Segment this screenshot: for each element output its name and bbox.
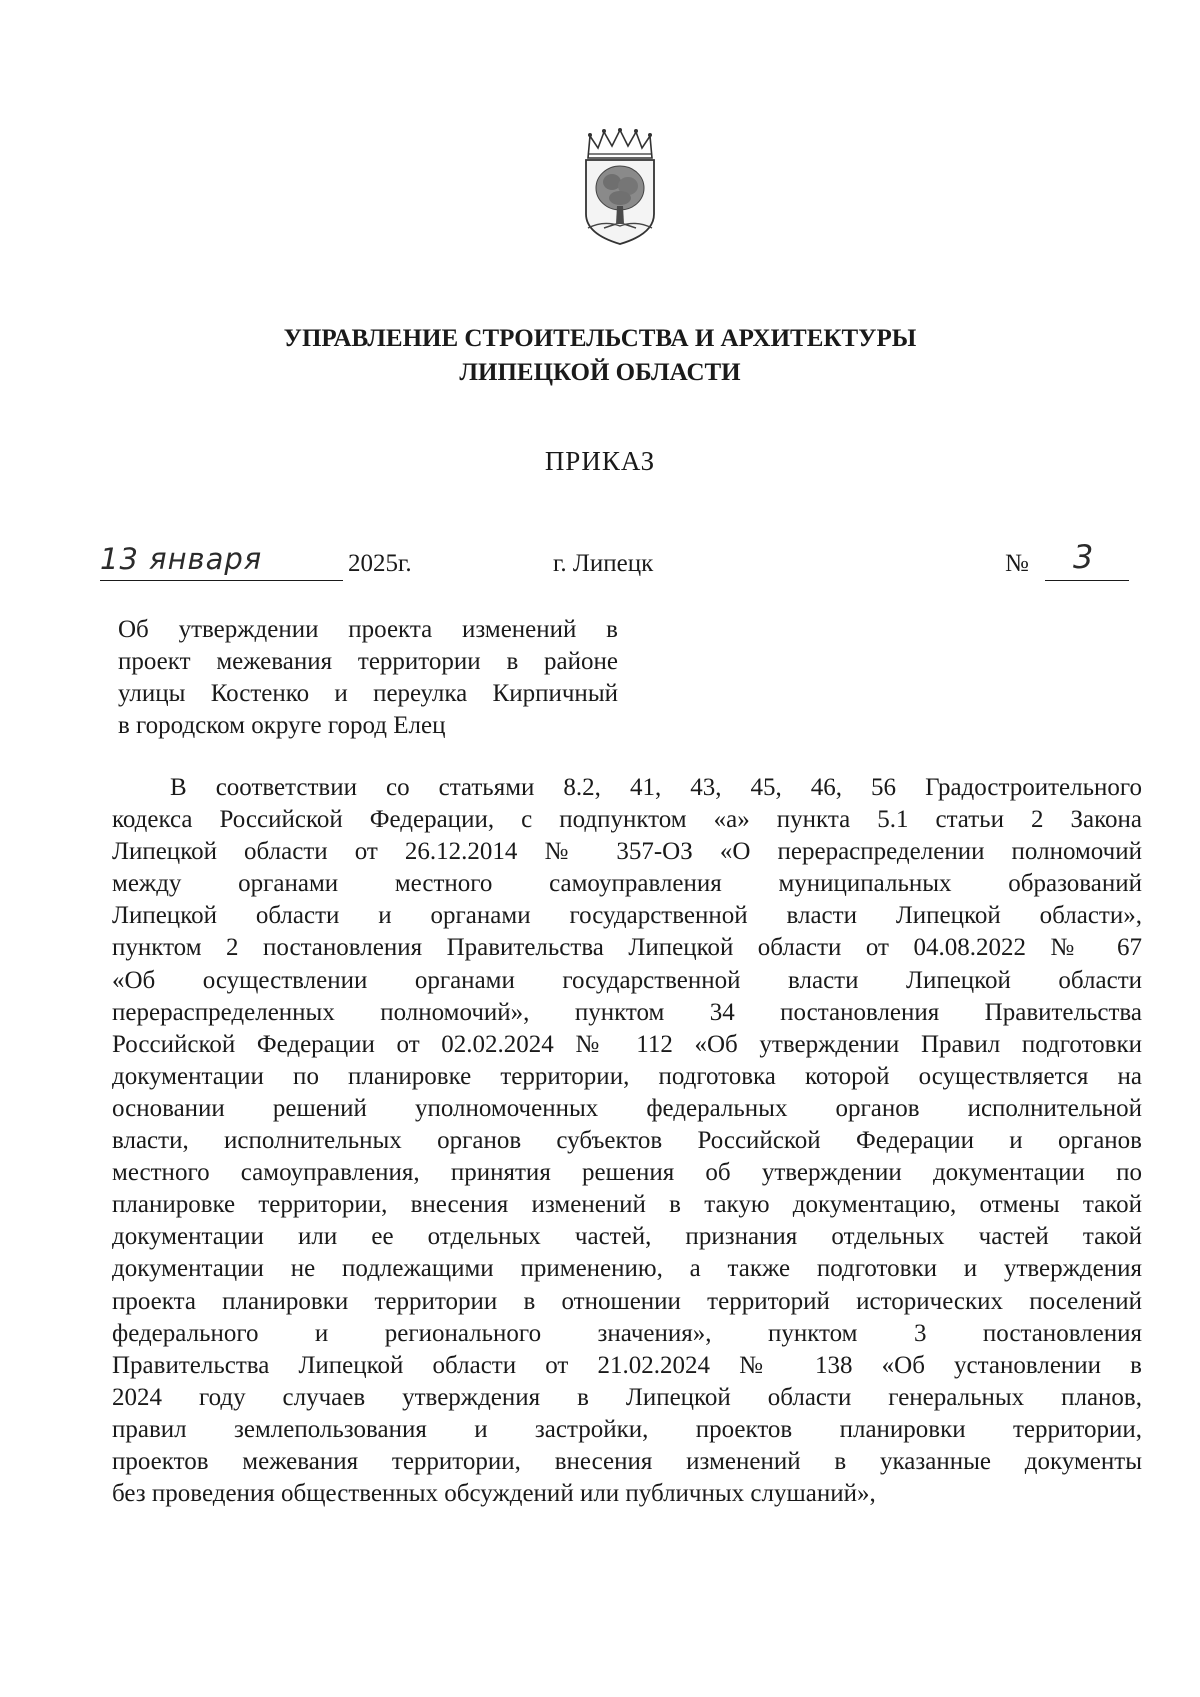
body-line: В соответствии со статьями 8.2, 41, 43, 45, 46, 56 Градостроительного — [170, 774, 1142, 801]
body-line: Правительства Липецкой области от 21.02.2024 № 138 «Об установлении в — [112, 1351, 1142, 1379]
document-year: 2025г. — [348, 550, 412, 577]
subject-line: улицы Костенко и переулка Кирпичный — [118, 680, 618, 707]
organization-name — [0, 322, 1200, 390]
body-line: федерального и регионального значения», пунктом 3 постановления — [112, 1319, 1142, 1347]
organization-name-line2: ЛИПЕЦКОЙ ОБЛАСТИ — [459, 359, 741, 386]
body-line: Российской Федерации от 02.02.2024 № 112 «Об утверждении Правил подготовки — [112, 1030, 1142, 1058]
body-line: пунктом 2 постановления Правительства Липецкой области от 04.08.2022 № 67 — [112, 934, 1142, 962]
number-field — [1045, 538, 1129, 581]
body-line: местного самоуправления, принятия решения об утверждении документации по — [112, 1159, 1142, 1187]
document-type: ПРИКАЗ — [544, 446, 656, 476]
organization-name-line1: УПРАВЛЕНИЕ СТРОИТЕЛЬСТВА И АРХИТЕКТУРЫ — [283, 325, 917, 352]
body-line: Липецкой области и органами государственной власти Липецкой области», — [112, 902, 1142, 930]
number-sign: № — [1005, 550, 1029, 577]
body-line: основании решений уполномоченных федеральных органов исполнительной — [112, 1094, 1142, 1122]
handwritten-number: 3 — [1073, 538, 1095, 576]
body-line: «Об осуществлении органами государственной власти Липецкой области — [112, 966, 1142, 994]
body-line: Липецкой области от 26.12.2014 № 357-ОЗ «О перераспределении полномочий — [112, 838, 1142, 866]
handwritten-date: 13 января — [100, 542, 263, 576]
document-body — [112, 772, 1142, 1510]
date-number-line — [100, 538, 1130, 588]
body-line: без проведения общественных обсуждений или публичных слушаний», — [112, 1480, 876, 1508]
body-line: документации или ее отдельных частей, признания отдельных частей такой — [112, 1223, 1142, 1251]
body-line: проекта планировки территории в отношении территорий исторических поселений — [112, 1287, 1142, 1315]
subject-line: проект межевания территории в районе — [118, 648, 618, 675]
body-line: власти, исполнительных органов субъектов Российской Федерации и органов — [112, 1127, 1142, 1155]
body-line: проектов межевания территории, внесения изменений в указанные документы — [112, 1447, 1142, 1475]
coat-of-arms-icon — [580, 128, 660, 248]
subject-line: Об утверждении проекта изменений в — [118, 616, 618, 643]
body-line: кодекса Российской Федерации, с подпунктом «а» пункта 5.1 статьи 2 Закона — [112, 806, 1142, 834]
body-line: между органами местного самоуправления муниципальных образований — [112, 870, 1142, 898]
body-line: планировке территории, внесения изменений в такую документацию, отмены такой — [112, 1191, 1142, 1219]
body-line: документации по планировке территории, подготовка которой осуществляется на — [112, 1062, 1142, 1090]
date-field — [100, 542, 343, 581]
body-line: 2024 году случаев утверждения в Липецкой области генеральных планов, — [112, 1383, 1142, 1411]
document-subject — [118, 614, 618, 742]
subject-line: в городском округе город Елец — [118, 712, 446, 739]
body-line: документации не подлежащими применению, а также подготовки и утверждения — [112, 1255, 1142, 1283]
body-line: правил землепользования и застройки, проектов планировки территории, — [112, 1415, 1142, 1443]
document-city: г. Липецк — [553, 550, 654, 577]
body-line: перераспределенных полномочий», пунктом 34 постановления Правительства — [112, 998, 1142, 1026]
